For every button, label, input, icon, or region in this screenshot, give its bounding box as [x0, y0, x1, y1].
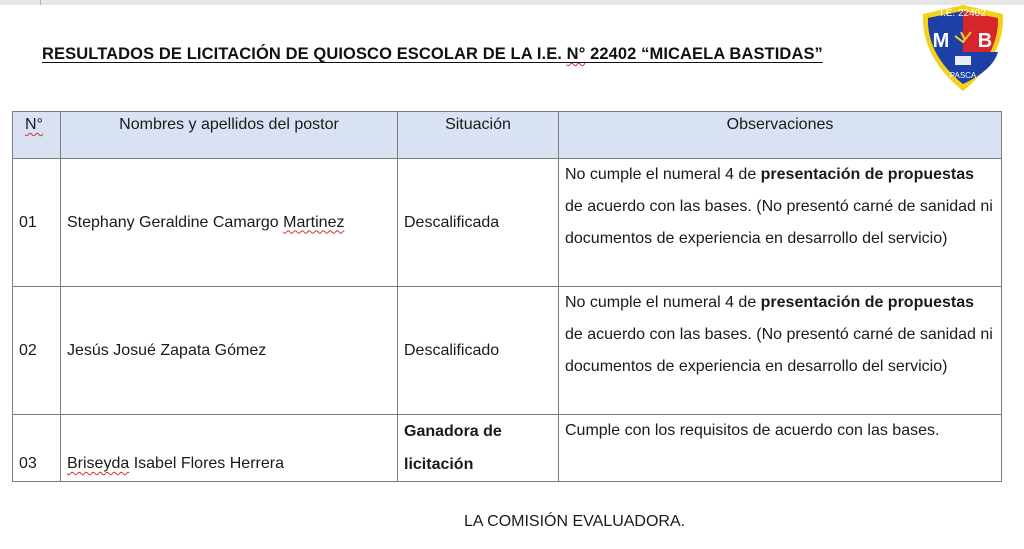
table-row [13, 159, 1002, 287]
logo-arc-text: I.E. 22402 [940, 8, 986, 19]
row-num: 03 [13, 415, 61, 482]
title-number: N° [566, 45, 586, 63]
title-suffix: 22402 “MICAELA BASTIDAS” [585, 45, 823, 63]
title-prefix: RESULTADOS DE LICITACIÓN DE QUIOSCO ESCOLAR DE LA I.E. [42, 45, 567, 63]
signature-line: LA COMISIÓN EVALUADORA. [464, 513, 686, 530]
page-title [42, 45, 823, 64]
logo-bottom-text: PASCA [949, 71, 977, 80]
row-status-winner: Ganadora de licitación [398, 415, 559, 482]
row-notes: No cumple el numeral 4 de presentación de propuestas de acuerdo con las bases. (No presentó carné de sanidad ni documentos de experiencia en desarrollo del servicio) [559, 159, 1002, 287]
misspelled-word: Martinez [283, 213, 345, 231]
row-num: 01 [13, 159, 61, 287]
results-table [12, 111, 1002, 482]
table-row [13, 287, 1002, 415]
header-num: N° [13, 112, 61, 159]
misspelled-word: Briseyda [67, 455, 130, 472]
header-name: Nombres y apellidos del postor [61, 112, 398, 159]
ruler-tick [40, 0, 41, 5]
header-status: Situación [398, 112, 559, 159]
top-ruler [0, 0, 1024, 5]
logo-letter-left: M [932, 30, 950, 52]
logo-letter-right: B [977, 30, 993, 52]
row-num: 02 [13, 287, 61, 415]
table-row [13, 415, 1002, 482]
header-notes: Observaciones [559, 112, 1002, 159]
school-logo [917, 2, 1009, 94]
row-status: Descalificado [398, 287, 559, 415]
row-name: Briseyda Isabel Flores Herrera [61, 415, 398, 482]
row-status: Descalificada [398, 159, 559, 287]
row-notes: Cumple con los requisitos de acuerdo con las bases. [559, 415, 1002, 482]
row-notes: No cumple el numeral 4 de presentación de propuestas de acuerdo con las bases. (No presentó carné de sanidad ni documentos de experiencia en desarrollo del servicio) [559, 287, 1002, 415]
book-icon [955, 56, 971, 65]
row-name: Stephany Geraldine Camargo Martinez [61, 159, 398, 287]
row-name: Jesús Josué Zapata Gómez [61, 287, 398, 415]
table-header-row [13, 112, 1002, 159]
